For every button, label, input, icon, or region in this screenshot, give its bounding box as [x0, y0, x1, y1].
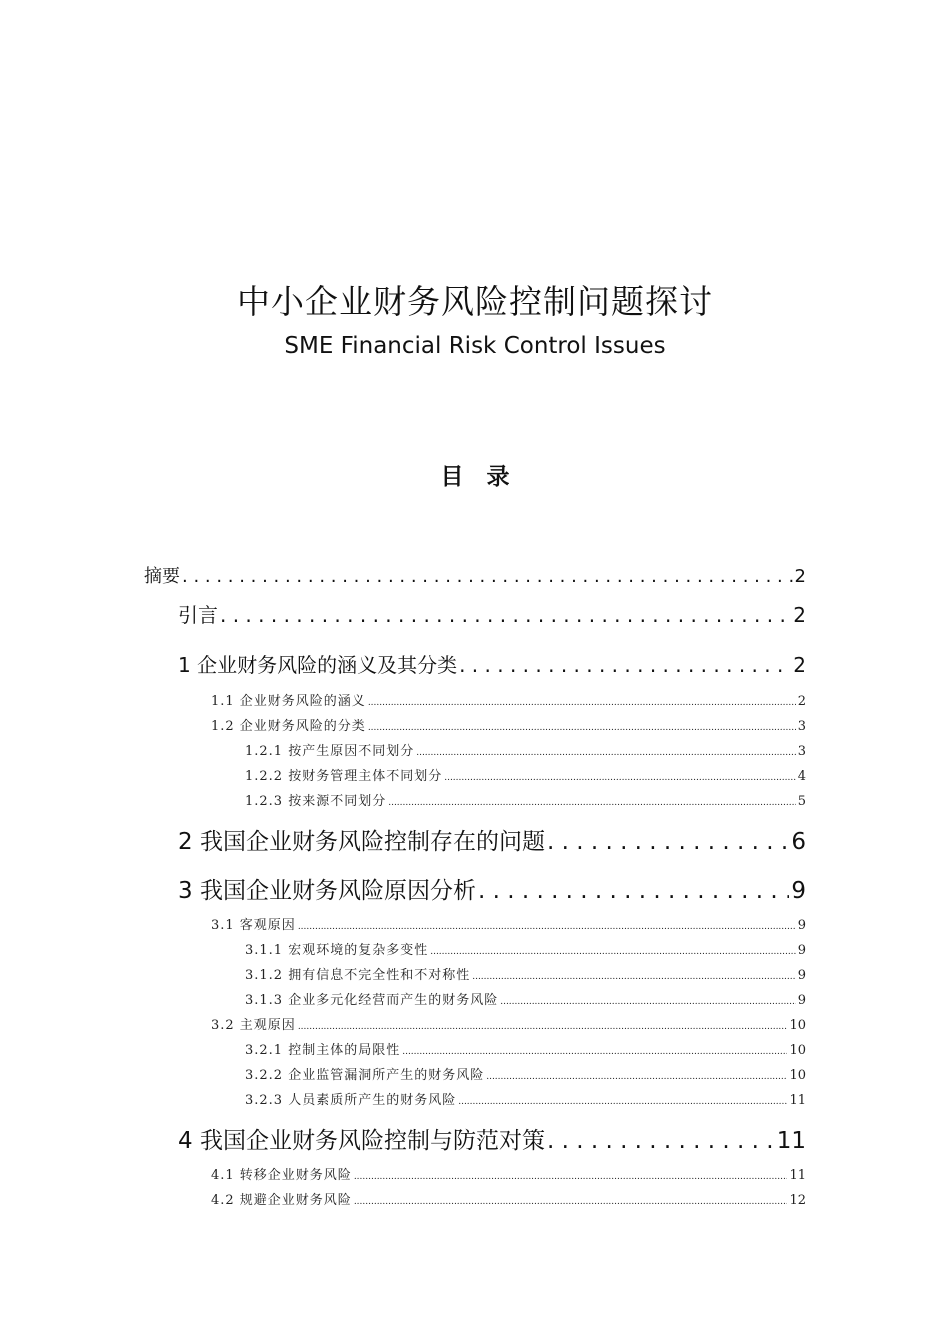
dot-leader — [354, 1172, 788, 1182]
toc-entry[interactable] — [211, 1164, 806, 1183]
toc-entry-label: 1.2 企业财务风险的分类 — [211, 719, 366, 734]
toc-entry[interactable] — [245, 740, 806, 759]
toc-entry-label: 1 企业财务风险的涵义及其分类 — [178, 653, 458, 677]
toc-entry[interactable] — [245, 1039, 806, 1058]
toc-entry[interactable] — [178, 599, 806, 628]
toc-entry[interactable] — [211, 914, 806, 933]
toc-entry-label: 1.2.1 按产生原因不同划分 — [245, 744, 415, 759]
dot-leader — [298, 1022, 788, 1032]
dot-leader — [402, 1047, 787, 1057]
toc-entry-page: 10 — [789, 1068, 806, 1083]
toc-entry-label: 3.2.2 企业监管漏洞所产生的财务风险 — [245, 1068, 485, 1083]
toc-entry-label: 1.1 企业财务风险的涵义 — [211, 694, 366, 709]
toc-entry-page: 11 — [776, 1128, 806, 1154]
toc-entry-page: 9 — [797, 943, 806, 958]
toc-entry-label: 4 我国企业财务风险控制与防范对策 — [178, 1128, 545, 1154]
toc-entry-label: 3 我国企业财务风险原因分析 — [178, 878, 476, 904]
toc-entry-label: 3.1.1 宏观环境的复杂多变性 — [245, 943, 429, 958]
document-title: 中小企业财务风险控制问题探讨 — [237, 282, 713, 321]
toc-entry[interactable] — [178, 649, 806, 678]
toc-entry[interactable] — [211, 1014, 806, 1033]
dot-leader — [298, 922, 796, 932]
dot-leader — [547, 829, 789, 855]
toc-entry-page: 3 — [797, 719, 806, 734]
toc-entry[interactable] — [245, 790, 806, 809]
dot-leader — [220, 603, 791, 627]
toc-entry[interactable] — [211, 715, 806, 734]
toc-entry[interactable] — [245, 964, 806, 983]
dot-leader — [458, 1097, 787, 1107]
toc-entry-label: 3.2 主观原因 — [211, 1018, 296, 1033]
dot-leader — [478, 878, 789, 904]
toc-entry-page: 5 — [797, 794, 806, 809]
document-subtitle: SME Financial Risk Control Issues — [284, 333, 666, 359]
dot-leader — [430, 947, 796, 957]
dot-leader — [368, 698, 796, 708]
toc-entry-label: 4.1 转移企业财务风险 — [211, 1168, 352, 1183]
toc-entry-page: 4 — [797, 769, 806, 784]
toc-entry-label: 1.2.2 按财务管理主体不同划分 — [245, 769, 443, 784]
toc-entry-label: 2 我国企业财务风险控制存在的问题 — [178, 829, 545, 855]
toc-entry-page: 12 — [789, 1193, 806, 1208]
toc-entry[interactable] — [245, 939, 806, 958]
dot-leader — [388, 798, 796, 808]
toc-entry[interactable] — [144, 562, 806, 588]
dot-leader — [547, 1128, 775, 1154]
dot-leader — [472, 972, 796, 982]
toc-entry-label: 3.2.3 人员素质所产生的财务风险 — [245, 1093, 457, 1108]
toc-entry-label: 1.2.3 按来源不同划分 — [245, 794, 387, 809]
toc-entry-label: 4.2 规避企业财务风险 — [211, 1193, 352, 1208]
toc-entry-page: 3 — [797, 744, 806, 759]
toc-entry-page: 2 — [797, 694, 806, 709]
toc-entry-label: 3.1.2 拥有信息不完全性和不对称性 — [245, 968, 471, 983]
dot-leader — [459, 653, 791, 677]
toc-entry-label: 3.1.3 企业多元化经营而产生的财务风险 — [245, 993, 499, 1008]
dot-leader — [500, 997, 796, 1007]
dot-leader — [444, 773, 796, 783]
toc-entry-page: 11 — [789, 1168, 806, 1183]
dot-leader — [486, 1072, 787, 1082]
toc-entry-label: 3.1 客观原因 — [211, 918, 296, 933]
toc-entry-page: 2 — [793, 653, 806, 677]
dot-leader — [416, 748, 796, 758]
toc-entry-page: 10 — [789, 1043, 806, 1058]
toc-entry[interactable] — [245, 1064, 806, 1083]
toc-entry-page: 2 — [793, 603, 806, 627]
toc-entry-page: 6 — [791, 829, 806, 855]
toc-entry-page: 9 — [791, 878, 806, 904]
toc-entry[interactable] — [245, 989, 806, 1008]
toc-heading: 目 录 — [440, 464, 510, 490]
dot-leader — [368, 723, 796, 733]
dot-leader — [354, 1197, 788, 1207]
toc-entry-label: 引言 — [178, 603, 218, 627]
dot-leader — [182, 566, 793, 587]
toc-entry-label: 摘要 — [144, 566, 180, 587]
toc-entry[interactable] — [211, 690, 806, 709]
toc-entry-label: 3.2.1 控制主体的局限性 — [245, 1043, 401, 1058]
toc-entry-page: 10 — [789, 1018, 806, 1033]
toc-entry[interactable] — [211, 1189, 806, 1208]
toc-entry-page: 2 — [794, 566, 806, 587]
toc-entry[interactable] — [178, 1122, 806, 1155]
toc-entry[interactable] — [245, 1089, 806, 1108]
toc-entry[interactable] — [178, 872, 806, 905]
toc-entry-page: 9 — [797, 918, 806, 933]
toc-entry-page: 9 — [797, 993, 806, 1008]
toc-entry[interactable] — [245, 765, 806, 784]
toc-entry[interactable] — [178, 823, 806, 856]
toc-entry-page: 9 — [797, 968, 806, 983]
toc-entry-page: 11 — [789, 1093, 806, 1108]
